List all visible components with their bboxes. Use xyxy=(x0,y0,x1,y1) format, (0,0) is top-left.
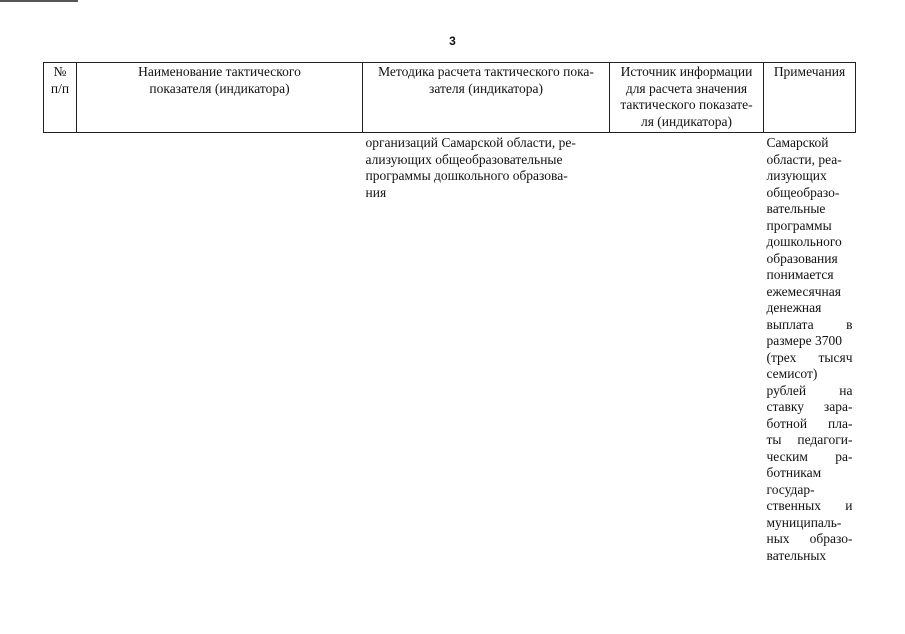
header-method-line: Методика расчета тактического пока- xyxy=(378,64,594,79)
header-number-line: № xyxy=(53,64,67,79)
header-name-line: показателя (индикатора) xyxy=(149,80,290,96)
note-text-line: лизующих xyxy=(766,168,827,183)
note-text-line: ты педагоги- xyxy=(766,432,853,447)
method-text-line: организаций Самарской области, ре- xyxy=(365,135,576,150)
header-number xyxy=(44,63,77,133)
note-text-line: образования xyxy=(766,250,838,266)
note-text-line: области, реа- xyxy=(766,151,842,167)
indicator-table xyxy=(43,62,856,564)
cell-indicator-name xyxy=(77,133,363,565)
note-text-line: муниципаль- xyxy=(766,514,842,530)
header-name-line: Наименование тактического xyxy=(138,64,301,79)
note-text-line: дошкольного xyxy=(766,234,842,249)
note-text-line: выплата в xyxy=(766,316,853,332)
cell-calculation-method xyxy=(363,133,610,565)
method-text-line: ния xyxy=(365,184,387,200)
note-text-line: государ- xyxy=(766,481,815,497)
note-text-line: ственных и xyxy=(766,498,853,513)
note-text-line: ботникам xyxy=(766,465,822,480)
note-text-line: Самарской xyxy=(766,135,829,150)
cell-information-source xyxy=(610,133,764,565)
note-text-line: вательные xyxy=(766,201,826,216)
method-text-line: программы дошкольного образова- xyxy=(365,168,568,183)
header-indicator-name xyxy=(77,63,363,133)
header-source-line: ля (индикатора) xyxy=(640,113,733,129)
note-text-line: (трех тысяч xyxy=(766,349,853,365)
table-row xyxy=(44,133,856,565)
header-source-line: для расчета значения xyxy=(625,80,748,96)
header-method-line: зателя (индикатора) xyxy=(429,80,543,96)
note-text-line: ставку зара- xyxy=(766,399,853,414)
header-source-line: тактического показате- xyxy=(620,97,753,112)
cell-number xyxy=(44,133,77,565)
scan-artifact-line xyxy=(0,0,78,2)
note-text-line: рублей на xyxy=(766,382,853,398)
method-text-line: ализующих общеобразовательные xyxy=(365,151,563,167)
note-text-line: денежная xyxy=(766,300,822,315)
note-text-line: общеобразо- xyxy=(766,184,840,200)
note-text-line: понимается xyxy=(766,267,834,282)
page-number: 3 xyxy=(449,34,456,48)
header-notes-line: Примечания xyxy=(773,64,846,79)
header-calculation-method xyxy=(363,63,610,133)
cell-notes xyxy=(764,133,856,565)
note-text-line: ежемесячная xyxy=(766,283,841,299)
note-text-line: ных образо- xyxy=(766,531,853,546)
note-text-line: программы xyxy=(766,217,832,233)
note-text-line: вательных xyxy=(766,547,827,563)
note-text-line: ческим ра- xyxy=(766,448,853,464)
note-text-line: размере 3700 xyxy=(766,333,843,348)
header-number-line: п/п xyxy=(50,80,70,96)
header-source-line: Источник информации xyxy=(620,64,753,79)
note-text-line: ботной пла- xyxy=(766,415,853,431)
header-information-source xyxy=(610,63,764,133)
table-header-row xyxy=(44,63,856,133)
note-text-line: семисот) xyxy=(766,366,818,381)
header-notes xyxy=(764,63,856,133)
